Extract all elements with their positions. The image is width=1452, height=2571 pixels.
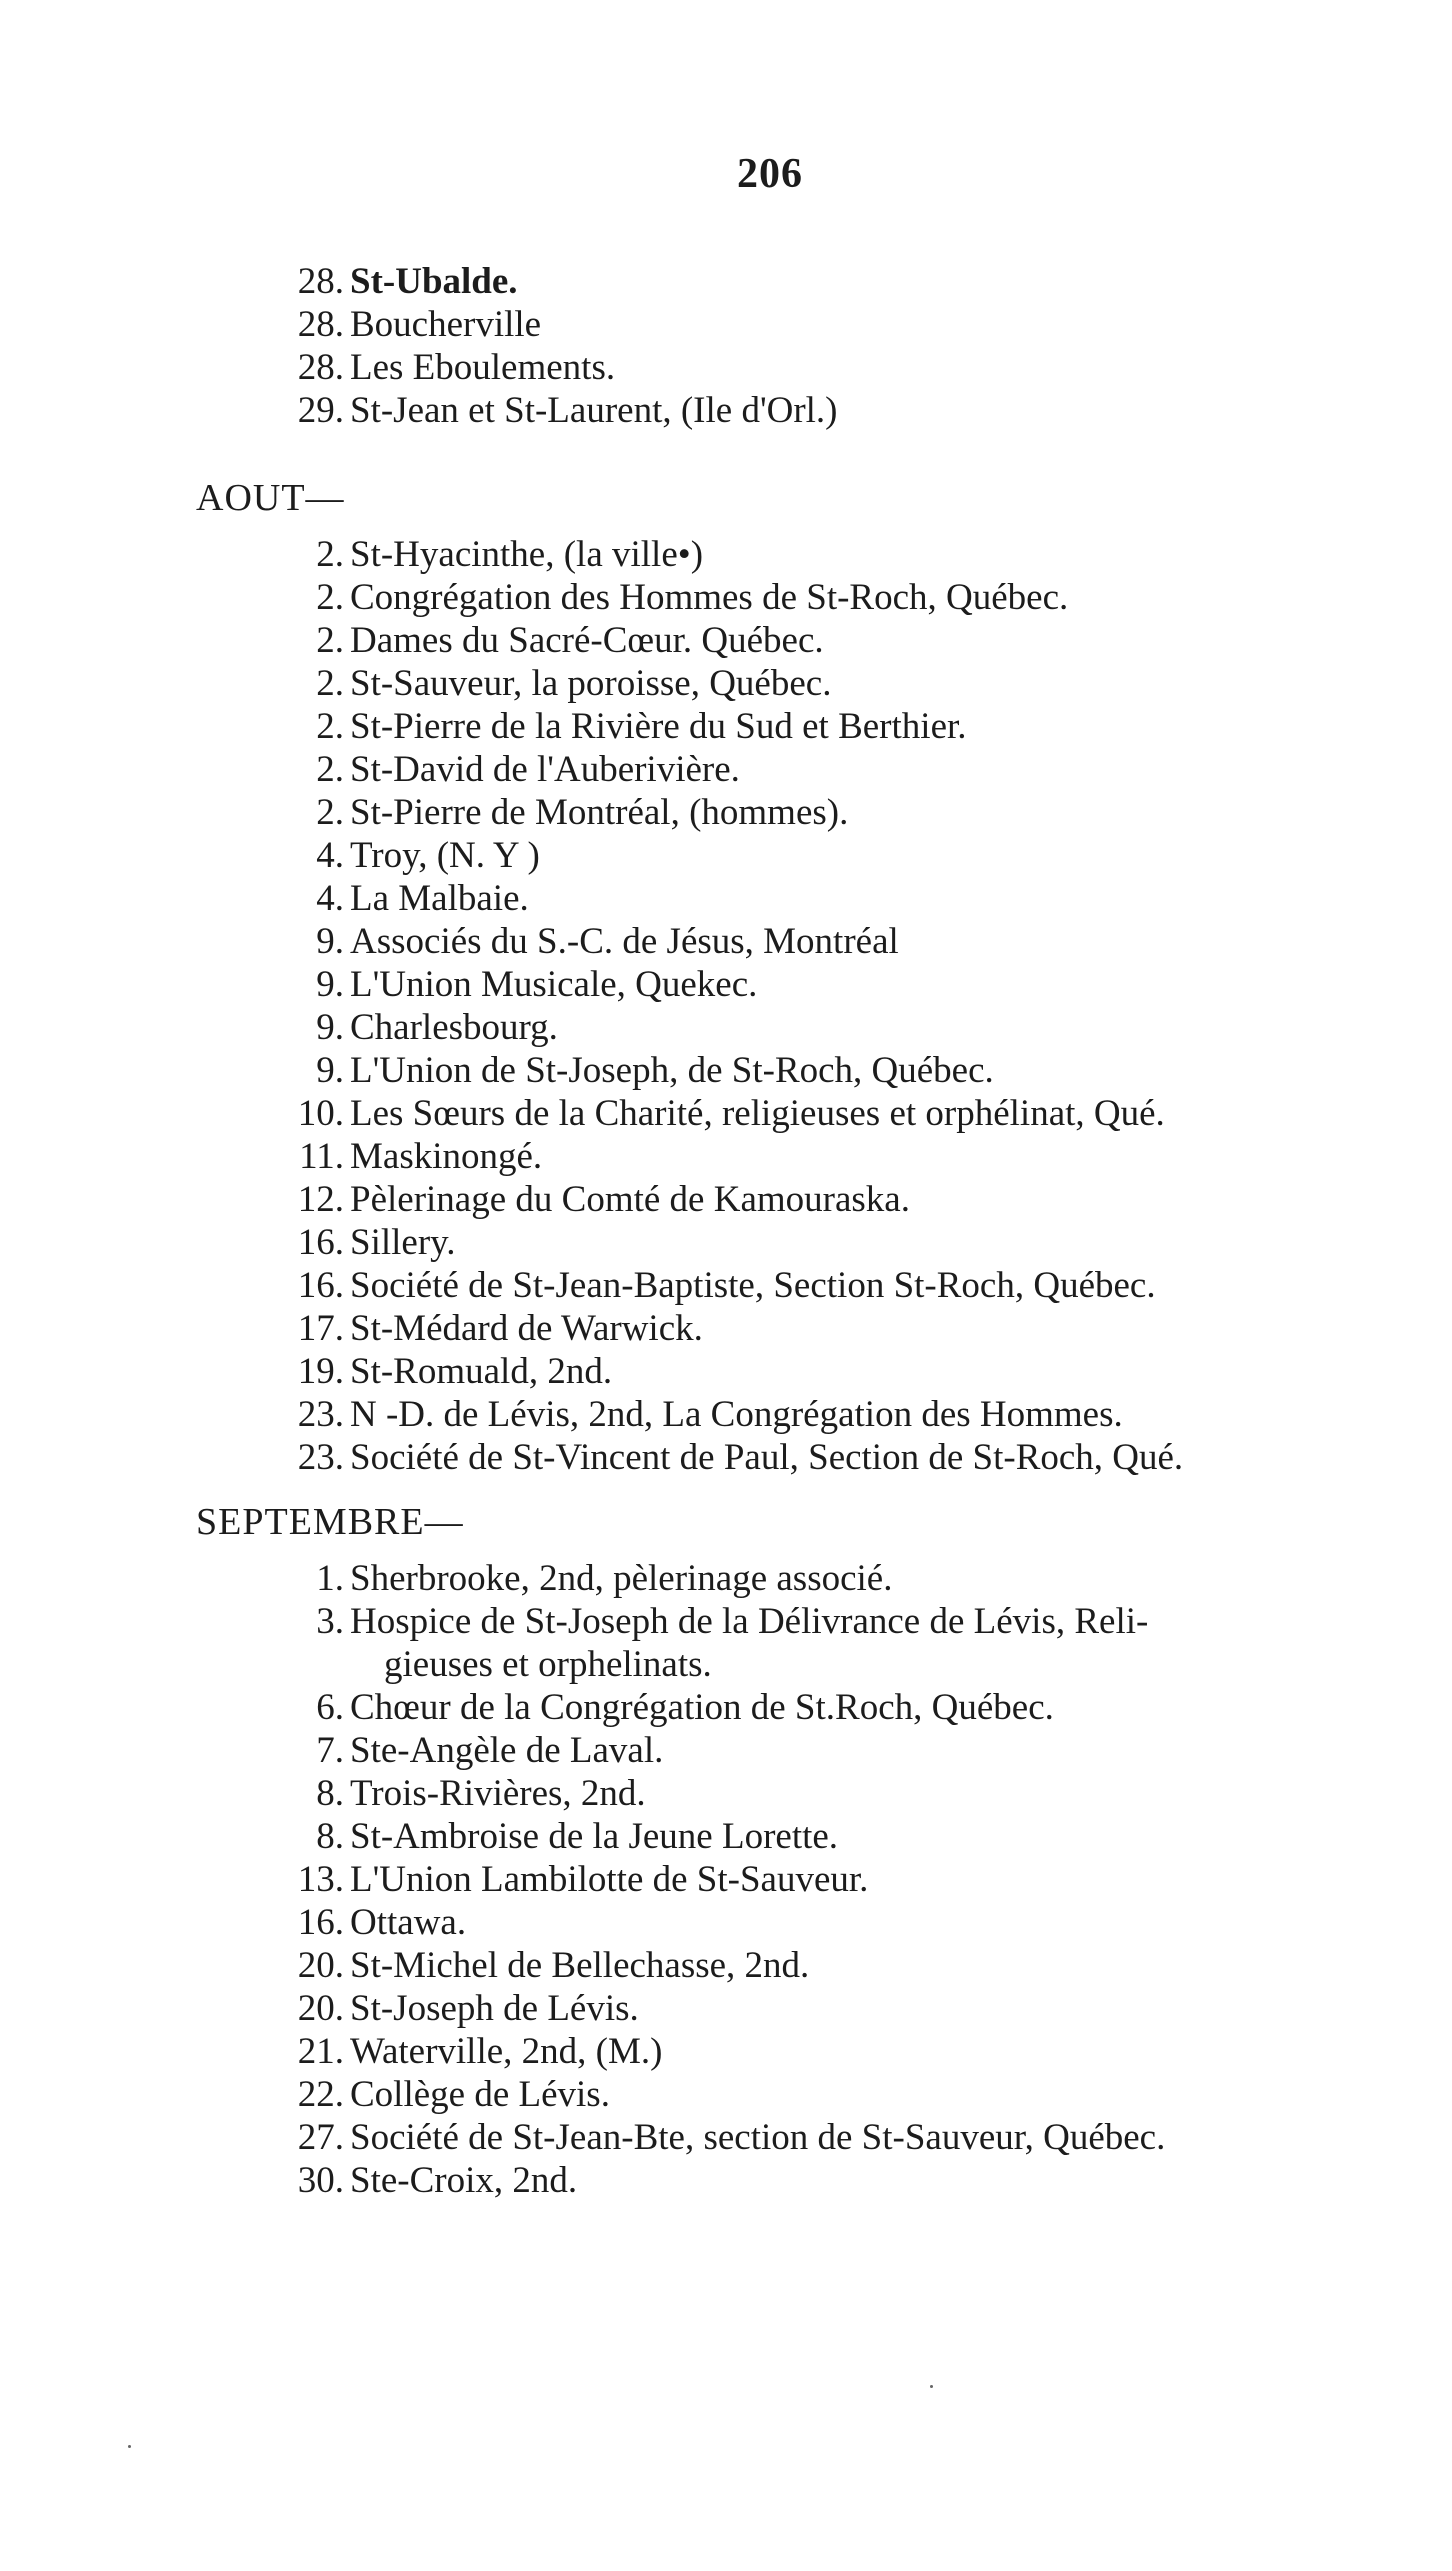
list-item [0,920,1452,963]
item-number: 6. [316,1687,344,1728]
item-number: 2. [316,620,344,661]
list-item [0,2159,1452,2202]
list-item [0,1350,1452,1393]
list-item [0,1600,1452,1686]
item-number: 30. [297,2160,344,2201]
item-text: L'Union de St-Joseph, de St-Roch, Québec. [350,1050,994,1091]
list-item [0,1772,1452,1815]
item-number: 2. [316,663,344,704]
item-text: Sherbrooke, 2nd, pèlerinage associé. [350,1558,893,1599]
item-text: St-Ubalde. [350,261,518,302]
list-item [0,303,1452,346]
item-text: Trois-Rivières, 2nd. [350,1773,646,1814]
list-item [0,619,1452,662]
item-number: 23. [297,1394,344,1435]
item-number: 9. [316,1050,344,1091]
item-number: 28. [297,304,344,345]
item-number: 1. [316,1558,344,1599]
list-item [0,1557,1452,1600]
item-text: St-Michel de Bellechasse, 2nd. [350,1945,810,1986]
scan-speck [930,2385,933,2388]
item-number: 20. [297,1945,344,1986]
item-number: 4. [316,835,344,876]
item-number: 2. [316,534,344,575]
list-item [0,1178,1452,1221]
item-text: St-Jean et St-Laurent, (Ile d'Orl.) [350,390,838,431]
item-text: St-Sauveur, la poroisse, Québec. [350,663,832,704]
list-item [0,791,1452,834]
item-number: 11. [299,1136,344,1177]
list-item [0,576,1452,619]
list-item [0,1049,1452,1092]
item-number: 7. [316,1730,344,1771]
item-number: 21. [297,2031,344,2072]
item-number: 13. [297,1859,344,1900]
list-item [0,1307,1452,1350]
page-number: 206 [737,151,803,197]
item-text: Chœur de la Congrégation de St.Roch, Québec. [350,1687,1054,1728]
item-text: St-Médard de Warwick. [350,1308,703,1349]
list-item [0,662,1452,705]
list-item [0,1436,1452,1479]
list-item [0,389,1452,432]
item-text: St-Hyacinthe, (la ville•) [350,534,704,575]
item-text: St-Joseph de Lévis. [350,1988,639,2029]
item-text: Ste-Angèle de Laval. [350,1730,664,1771]
list-item [0,1729,1452,1772]
item-number: 10. [297,1093,344,1134]
item-text: St-David de l'Auberivière. [350,749,740,790]
list-item [0,2116,1452,2159]
item-number: 22. [297,2074,344,2115]
item-number: 12. [297,1179,344,1220]
item-text: Ste-Croix, 2nd. [350,2160,578,2201]
item-number: 2. [316,749,344,790]
item-text: La Malbaie. [350,878,529,919]
item-text: Société de St-Jean-Bte, section de St-Sauveur, Québec. [350,2117,1166,2158]
item-text: Charlesbourg. [350,1007,558,1048]
list-item [0,834,1452,877]
item-text: L'Union Musicale, Quekec. [350,964,758,1005]
list-item [0,877,1452,920]
item-number: 8. [316,1773,344,1814]
list-item [0,1987,1452,2030]
item-text: N -D. de Lévis, 2nd, La Congrégation des Hommes. [350,1394,1123,1435]
item-text: Waterville, 2nd, (M.) [350,2031,663,2072]
item-text: Société de St-Jean-Baptiste, Section St-Roch, Québec. [350,1265,1156,1306]
list-item [0,346,1452,389]
item-text: Maskinongé. [350,1136,543,1177]
list-item [0,1858,1452,1901]
item-text-continuation: gieuses et orphelinats. [384,1644,712,1685]
item-number: 9. [316,1007,344,1048]
item-number: 19. [297,1351,344,1392]
item-text: Les Sœurs de la Charité, religieuses et orphélinat, Qué. [350,1093,1165,1134]
item-text: Congrégation des Hommes de St-Roch, Québec. [350,577,1069,618]
section-heading-aout: AOUT— [196,477,345,519]
section-heading-septembre: SEPTEMBRE— [196,1501,464,1543]
item-text: Sillery. [350,1222,456,1263]
item-number: 16. [297,1902,344,1943]
item-number: 16. [297,1222,344,1263]
list-item [0,748,1452,791]
scan-speck [128,2445,131,2448]
item-text: Dames du Sacré-Cœur. Québec. [350,620,824,661]
july-list [0,260,1452,432]
item-text: St-Romuald, 2nd. [350,1351,613,1392]
item-number: 16. [297,1265,344,1306]
item-number: 20. [297,1988,344,2029]
item-number: 28. [297,261,344,302]
item-text: Troy, (N. Y ) [350,835,540,876]
list-item [0,1264,1452,1307]
aout-list [0,533,1452,1479]
item-text: St-Pierre de la Rivière du Sud et Berthier. [350,706,967,747]
list-item [0,1092,1452,1135]
list-item [0,260,1452,303]
item-number: 2. [316,706,344,747]
list-item [0,2030,1452,2073]
item-text: Hospice de St-Joseph de la Délivrance de Lévis, Reli- [350,1601,1149,1642]
item-number: 17. [297,1308,344,1349]
list-item [0,1221,1452,1264]
item-number: 3. [316,1601,344,1642]
item-number: 27. [297,2117,344,2158]
item-number: 2. [316,792,344,833]
item-text: Collège de Lévis. [350,2074,610,2115]
list-item [0,533,1452,576]
item-text: Société de St-Vincent de Paul, Section de St-Roch, Qué. [350,1437,1184,1478]
list-item [0,705,1452,748]
item-number: 8. [316,1816,344,1857]
list-item [0,1901,1452,1944]
list-item [0,1135,1452,1178]
list-item [0,1006,1452,1049]
item-text: Pèlerinage du Comté de Kamouraska. [350,1179,910,1220]
item-text: Les Eboulements. [350,347,616,388]
item-number: 23. [297,1437,344,1478]
item-number: 29. [297,390,344,431]
item-number: 4. [316,878,344,919]
item-number: 9. [316,921,344,962]
item-text: St-Pierre de Montréal, (hommes). [350,792,849,833]
list-item [0,963,1452,1006]
list-item [0,1815,1452,1858]
list-item [0,1944,1452,1987]
item-text: St-Ambroise de la Jeune Lorette. [350,1816,839,1857]
septembre-list [0,1557,1452,2202]
item-number: 9. [316,964,344,1005]
list-item [0,1393,1452,1436]
item-number: 2. [316,577,344,618]
item-text: Associés du S.-C. de Jésus, Montréal [350,921,899,962]
item-number: 28. [297,347,344,388]
item-text: Ottawa. [350,1902,467,1943]
list-item [0,1686,1452,1729]
item-text: L'Union Lambilotte de St-Sauveur. [350,1859,869,1900]
list-item [0,2073,1452,2116]
item-text: Boucherville [350,304,542,345]
